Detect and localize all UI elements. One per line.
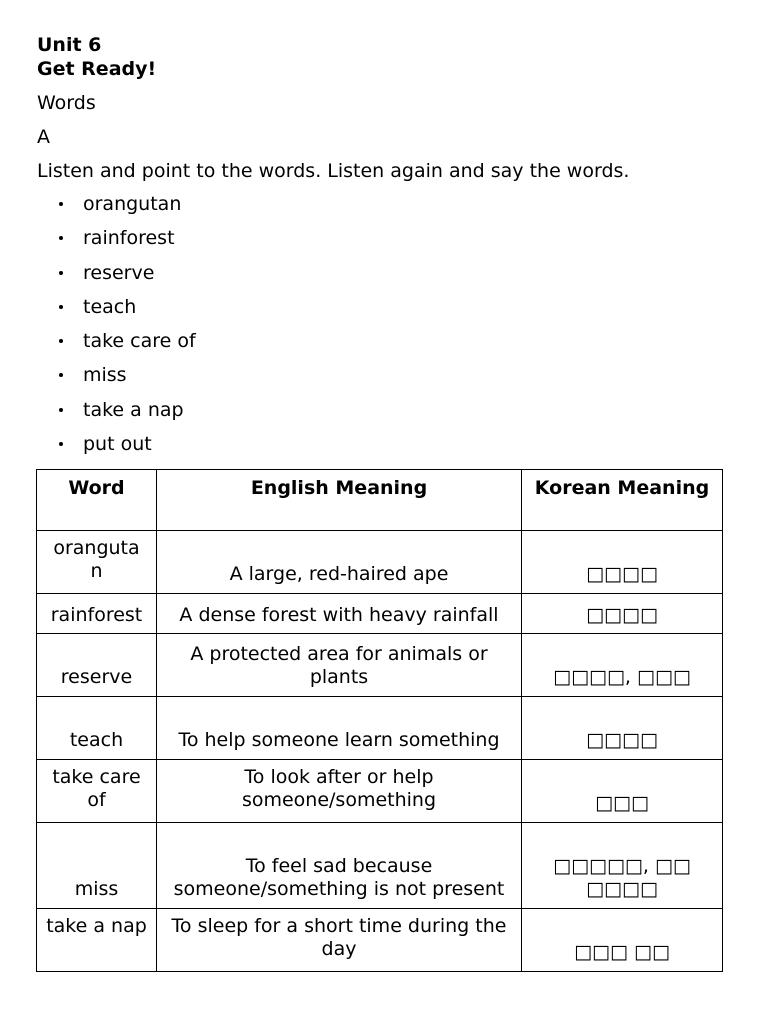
list-item — [37, 329, 737, 353]
english-meaning-cell: To sleep for a short time during the day — [157, 909, 522, 972]
bullet-icon — [59, 442, 63, 446]
list-item-text: put out — [83, 433, 152, 456]
word-cell: miss — [37, 823, 157, 909]
english-meaning-cell: To help someone learn something — [157, 697, 522, 760]
word-cell: oranguta n — [37, 531, 157, 594]
korean-meaning-cell: □□□□ — [522, 594, 723, 634]
word-cell: teach — [37, 697, 157, 760]
table-row — [37, 531, 723, 594]
vocabulary-table — [36, 469, 723, 972]
bullet-icon — [59, 202, 63, 206]
section-label: Words — [37, 92, 96, 114]
document-page — [37, 33, 737, 466]
word-cell: rainforest — [37, 594, 157, 634]
list-item — [37, 432, 737, 456]
table-row — [37, 634, 723, 697]
english-meaning-cell: A protected area for animals or plants — [157, 634, 522, 697]
word-cell: take care of — [37, 760, 157, 823]
english-meaning-cell: To feel sad because someone/something is not present — [157, 823, 522, 909]
bullet-icon — [59, 339, 63, 343]
word-cell: reserve — [37, 634, 157, 697]
table-header-row — [37, 470, 723, 531]
bullet-icon — [59, 408, 63, 412]
list-item — [37, 226, 737, 250]
korean-meaning-cell: □□□□ — [522, 531, 723, 594]
english-meaning-cell: A dense forest with heavy rainfall — [157, 594, 522, 634]
list-item-text: take care of — [83, 330, 196, 353]
list-item — [37, 363, 737, 387]
list-item — [37, 295, 737, 319]
header-word: Word — [37, 470, 157, 531]
english-meaning-cell: To look after or help someone/something — [157, 760, 522, 823]
list-item-text: teach — [83, 295, 137, 318]
header-korean-meaning: Korean Meaning — [522, 470, 723, 531]
korean-meaning-cell: □□□ — [522, 760, 723, 823]
list-item — [37, 398, 737, 422]
korean-meaning-cell: □□□□□, □□ □□□□ — [522, 823, 723, 909]
list-item-text: rainforest — [83, 227, 175, 250]
english-meaning-cell: A large, red-haired ape — [157, 531, 522, 594]
table-row — [37, 594, 723, 634]
bullet-icon — [59, 271, 63, 275]
korean-meaning-cell: □□□□ — [522, 697, 723, 760]
list-item — [37, 261, 737, 285]
table-row — [37, 823, 723, 909]
unit-label: Unit 6 — [37, 34, 102, 56]
table-row — [37, 760, 723, 823]
list-item-text: miss — [83, 364, 127, 387]
list-item-text: reserve — [83, 261, 155, 284]
word-cell: take a nap — [37, 909, 157, 972]
page-heading: Get Ready! — [37, 58, 157, 80]
korean-meaning-cell: □□□ □□ — [522, 909, 723, 972]
word-list — [37, 192, 737, 456]
list-item — [37, 192, 737, 216]
korean-meaning-cell: □□□□, □□□ — [522, 634, 723, 697]
bullet-icon — [59, 373, 63, 377]
bullet-icon — [59, 305, 63, 309]
bullet-icon — [59, 236, 63, 240]
header-english-meaning: English Meaning — [157, 470, 522, 531]
list-item-text: orangutan — [83, 193, 182, 215]
table-row — [37, 697, 723, 760]
part-label: A — [37, 126, 50, 148]
list-item-text: take a nap — [83, 398, 184, 421]
instruction-text: Listen and point to the words. Listen again and say the words. — [37, 160, 630, 182]
table-row — [37, 909, 723, 972]
